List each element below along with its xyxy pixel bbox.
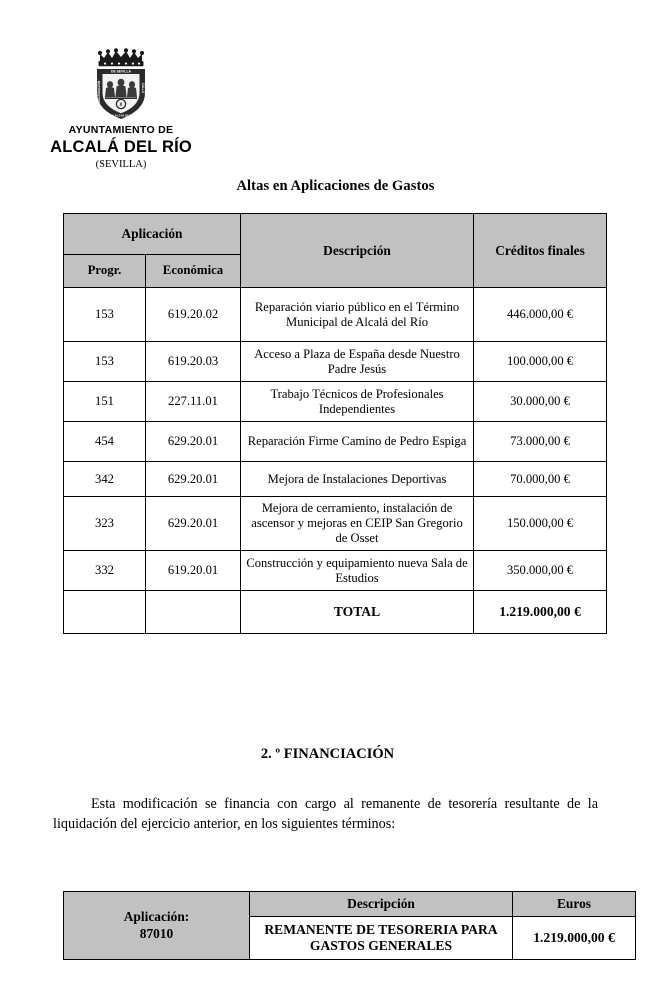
cell-descripcion: Reparación viario público en el Término Municipal de Alcalá del Río [241, 288, 474, 342]
table-row [64, 551, 607, 591]
header-aplicacion: Aplicación [64, 214, 241, 255]
cell-creditos: 350.000,00 € [474, 551, 607, 591]
letterhead-line-province: (SEVILLA) [95, 158, 147, 170]
cell-progr: 153 [64, 342, 146, 382]
financing-table-body [64, 892, 636, 960]
cell-economica: 227.11.01 [146, 382, 241, 422]
cell-descripcion: Construcción y equipamiento nueva Sala de Estudios [241, 551, 474, 591]
table-row [64, 462, 607, 497]
cell-economica: 619.20.01 [146, 551, 241, 591]
svg-text:DE SEVILLA: DE SEVILLA [111, 69, 131, 74]
header-creditos-finales: Créditos finales [474, 214, 607, 288]
cell-economica: 629.20.01 [146, 497, 241, 551]
letterhead [42, 48, 200, 170]
financing-euros-value: 1.219.000,00 € [513, 917, 636, 960]
table-row [64, 288, 607, 342]
financing-header-euros: Euros [513, 892, 636, 917]
cell-progr-empty [64, 591, 146, 634]
cell-creditos: 446.000,00 € [474, 288, 607, 342]
cell-progr: 332 [64, 551, 146, 591]
cell-creditos: 70.000,00 € [474, 462, 607, 497]
cell-descripcion: Mejora de Instalaciones Deportivas [241, 462, 474, 497]
svg-text:8: 8 [119, 102, 123, 108]
financing-aplicacion-cell [64, 892, 250, 960]
cell-progr: 153 [64, 288, 146, 342]
cell-economica: 619.20.02 [146, 288, 241, 342]
cell-progr: 323 [64, 497, 146, 551]
financing-section-title: 2. º FINANCIACIÓN [260, 746, 395, 762]
financing-table [63, 891, 636, 960]
cell-progr: 151 [64, 382, 146, 422]
svg-text:COLEGIACION: COLEGIACION [97, 80, 102, 104]
cell-economica: 629.20.01 [146, 462, 241, 497]
cell-creditos: 73.000,00 € [474, 422, 607, 462]
cell-economica: 619.20.03 [146, 342, 241, 382]
total-label: TOTAL [241, 591, 474, 634]
expenses-table-head [64, 214, 607, 288]
cell-creditos: 100.000,00 € [474, 342, 607, 382]
financing-aplicacion-value: 87010 [139, 925, 174, 941]
cell-economica-empty [146, 591, 241, 634]
financing-header-descripcion: Descripción [250, 892, 513, 917]
cell-descripcion: Acceso a Plaza de España desde Nuestro Padre Jesús [241, 342, 474, 382]
svg-text:A ALCALDIA: A ALCALDIA [111, 113, 131, 118]
cell-descripcion: Mejora de cerramiento, instalación de ascensor y mejoras en CEIP San Gregorio de Osset [241, 497, 474, 551]
crest-container [42, 48, 200, 120]
coat-of-arms-icon [86, 48, 156, 120]
expenses-table-body [64, 288, 607, 634]
letterhead-line-municipality: AYUNTAMIENTO DE [68, 124, 174, 136]
table-row [64, 497, 607, 551]
header-descripcion: Descripción [241, 214, 474, 288]
cell-economica: 629.20.01 [146, 422, 241, 462]
cell-progr: 342 [64, 462, 146, 497]
header-progr: Progr. [64, 255, 146, 288]
cell-progr: 454 [64, 422, 146, 462]
table-header-row-top [64, 214, 607, 255]
expenses-table [63, 213, 607, 634]
letterhead-line-town: ALCALÁ DEL RÍO [50, 137, 192, 156]
header-economica: Económica [146, 255, 241, 288]
cell-creditos: 150.000,00 € [474, 497, 607, 551]
table-row-total [64, 591, 607, 634]
financing-descripcion-value: REMANENTE DE TESORERIA PARA GASTOS GENERALES [250, 917, 513, 960]
cell-descripcion: Reparación Firme Camino de Pedro Espiga [241, 422, 474, 462]
financing-paragraph: Esta modificación se financia con cargo al remanente de tesorería resultante de la liquidación del ejercicio anterior, en los siguientes términos: [53, 796, 598, 832]
total-value: 1.219.000,00 € [474, 591, 607, 634]
table-row [64, 422, 607, 462]
financing-aplicacion-label: Aplicación: [123, 909, 190, 925]
table-row [64, 342, 607, 382]
cell-descripcion: Trabajo Técnicos de Profesionales Independientes [241, 382, 474, 422]
svg-text:CALLE: CALLE [141, 82, 145, 94]
cell-creditos: 30.000,00 € [474, 382, 607, 422]
expenses-table-title: Altas en Aplicaciones de Gastos [236, 178, 435, 194]
financing-header-row [64, 892, 636, 917]
table-row [64, 382, 607, 422]
